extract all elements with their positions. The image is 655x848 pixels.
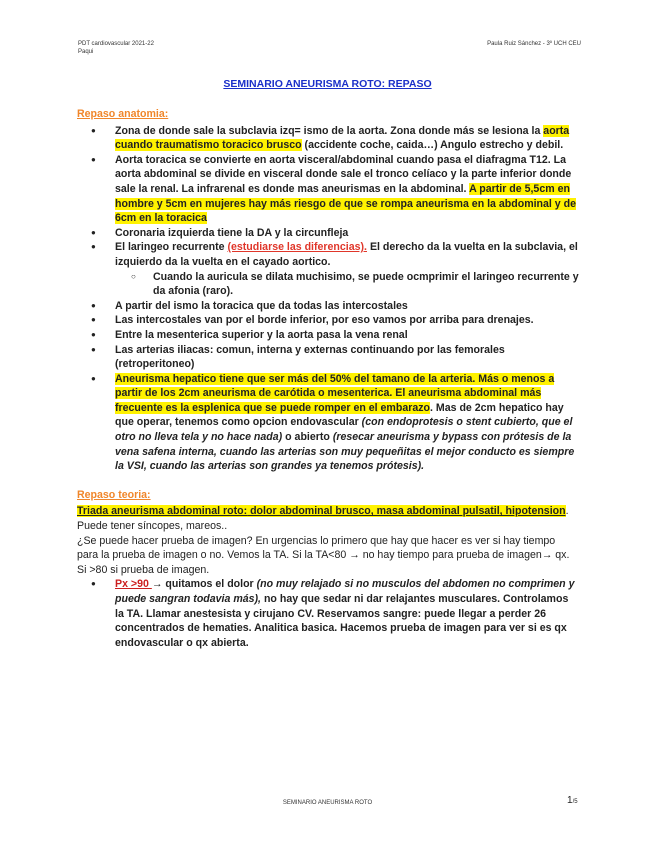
red-note: Px >90 bbox=[115, 578, 152, 591]
document-body bbox=[77, 107, 579, 650]
list-item: ● Las arterias iliacas: comun, interna y externas continuando por las femorales (retroperitoneo) bbox=[77, 343, 579, 372]
sub-list-item: ○ Cuando la auricula se dilata muchisimo, se puede ocmprimir el laringeo recurrente y da afonia (raro). bbox=[115, 270, 579, 299]
section-heading-anatomia: Repaso anatomia: bbox=[77, 108, 169, 120]
page-number: 1/5 bbox=[567, 795, 578, 806]
list-item: ● Las intercostales van por el borde inferior, por eso vamos por arriba para drenajes. bbox=[77, 313, 579, 328]
sub-list bbox=[115, 270, 579, 299]
section-heading-teoria: Repaso teoria: bbox=[77, 488, 151, 501]
highlight: Aneurisma hepatico tiene que ser más del 50% del tamano de la arteria. Más o menos a partir de los 2cm aneurisma de carótida o mesenterica. El aneurisma abdominal más frecuente es la esplenica que se puede romper en el embarazo bbox=[115, 372, 555, 414]
list-item: ● Aneurisma hepatico tiene que ser más del 50% del tamano de la arteria. Más o menos a partir de los 2cm aneurisma de carótida o mesenterica. El aneurisma abdominal más frecuente es la esplenica que se puede romper en el embarazo. Mas de 2cm hepatico hay que operar, tenemos como opcion endovascular (con endoprotesis o stent cubierto, que el otro no lleva tela y no hace nada) o abierto (resecar aneurisma y bypass con prótesis de la vena safena interna, cuando las arterias son muy pequeñitas el mejor conducto es siempre la VSI, cuando las arterias son grandes ya tenemos prótesis). bbox=[77, 372, 579, 474]
red-note: (estudiarse las diferencias). bbox=[227, 241, 367, 254]
footer-title: SEMINARIO ANEURISMA ROTO bbox=[282, 800, 373, 806]
list-item: ● Zona de donde sale la subclavia izq= ismo de la aorta. Zona donde más se lesiona la aorta cuando traumatismo toracico brusco (accidente coche, caida…) Angulo estrecho y debil. bbox=[77, 124, 579, 153]
anatomia-list bbox=[77, 124, 579, 474]
highlight: A partir de 5,5cm en hombre y 5cm en mujeres hay más riesgo de que se rompa aneurisma en la abdominal y de 6cm en la toracica bbox=[115, 182, 576, 225]
header-author: Paula Ruiz Sánchez - 3º UCH CEU bbox=[487, 41, 581, 47]
header-course: PDT cardiovascular 2021-22 bbox=[78, 41, 154, 47]
list-item: ● Coronaria izquierda tiene la DA y la circunfleja bbox=[77, 226, 579, 241]
page-title: SEMINARIO ANEURISMA ROTO: REPASO bbox=[223, 78, 432, 90]
list-item: ● El laringeo recurrente (estudiarse las diferencias). El derecho da la vuelta en la subclavia, el izquierdo da la vuelta en el cayado aortico. ○ Cuando la auricula se dilata muchisimo, se puede ocmprimir el laringeo recurrente y da afonia (raro). bbox=[77, 240, 579, 298]
highlight: aorta cuando traumatismo toracico brusco bbox=[115, 124, 570, 152]
header-left bbox=[78, 40, 154, 56]
header-author-short: Paqui bbox=[78, 49, 94, 55]
list-item: ● Entre la mesenterica superior y la aorta pasa la vena renal bbox=[77, 328, 579, 343]
list-item: ● Aorta toracica se convierte en aorta visceral/abdominal cuando pasa el diafragma T12. La aorta abdominal se divide en visceral donde sale el tronco celíaco y la parte inferior donde sale la renal. La infrarenal es donde mas aneurismas en la abdominal. A partir de 5,5cm en hombre y 5cm en mujeres hay más riesgo de que se rompa aneurisma en la abdominal y de 6cm en la toracica bbox=[77, 153, 579, 226]
highlight: Triada aneurisma abdominal roto: bbox=[77, 505, 248, 518]
teoria-list bbox=[77, 577, 579, 650]
list-item: ● Px >90 → quitamos el dolor (no muy relajado si no musculos del abdomen no comprimen y puede sangran todavia más), no hay que sedar ni dar relajantes musculares. Controlamos la TA. Llamar anestesista y cirujano CV. Reservamos sangre: puede llegar a perder 26 concentrados de hematies. Analitica basica. Hacemos prueba de imagen para ver si es qx endovascular o qx abierta. bbox=[77, 577, 579, 650]
triada-paragraph: Triada aneurisma abdominal roto: dolor abdominal brusco, masa abdominal pulsatil, hipotension. Puede tener síncopes, mareos.. bbox=[77, 505, 569, 533]
list-item: ● A partir del ismo la toracica que da todas las intercostales bbox=[77, 299, 579, 314]
paragraph: ¿Se puede hacer prueba de imagen? En urgencias lo primero que hay que hacer es ver si hay tiempo para la prueba de imagen o no. Vemos la TA. Si la TA<80 → no hay tiempo para prueba de imagen→ qx. Si >80 si prueba de imagen. bbox=[77, 534, 570, 576]
highlight: dolor abdominal brusco, masa abdominal pulsatil, hipotension bbox=[247, 505, 566, 518]
